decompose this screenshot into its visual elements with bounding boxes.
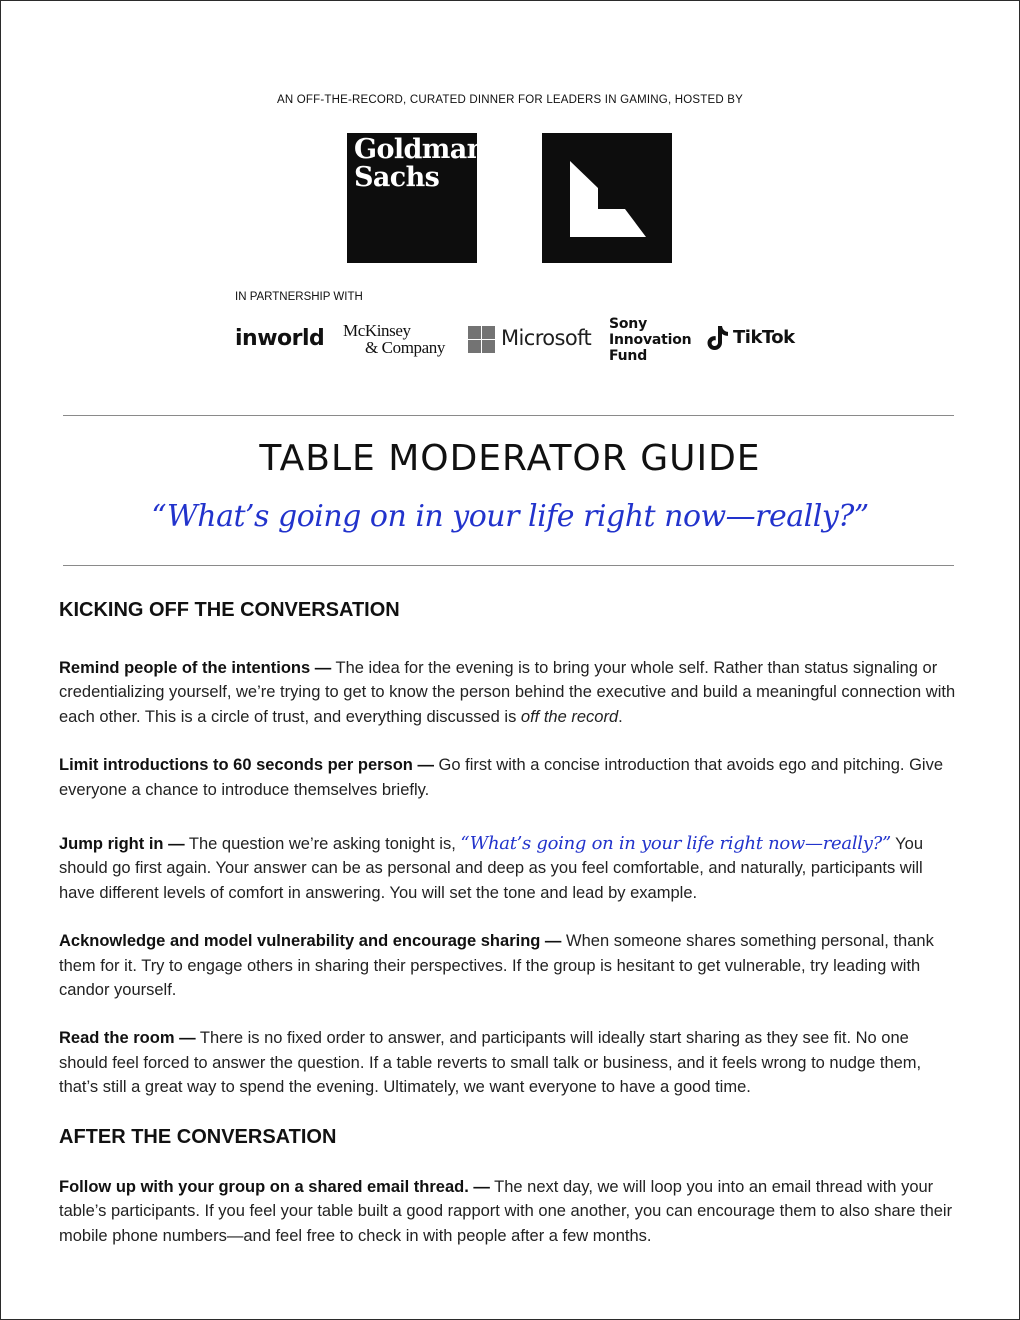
item-body: The next day, we will loop you into an email thread with your table’s participants. If you feel your table built a good rapport with one another, you can encourage them to also share their mobile phone numbers—and feel free to check in with people after a few months.: [59, 1177, 953, 1245]
item-end: You should go first again. Your answer can be as personal and deep as you feel comfortable, and naturally, participants will have different levels of comfort in answering. You will set the tone and lead by example.: [59, 835, 924, 902]
item-body: When someone shares something personal, thank them for it. Try to engage others in sharing their perspectives. If the group is hesitant to get vulnerable, try leading with candor yourself.: [59, 932, 934, 1000]
l-mark-logo: [542, 133, 672, 263]
goldman-sachs-wordmark: [354, 136, 486, 192]
item-emphasis: off the record: [520, 707, 619, 726]
goldman-sachs-line1: Goldman: [354, 134, 486, 165]
hosted-by-label: AN OFF-THE-RECORD, CURATED DINNER FOR LEADERS IN GAMING, HOSTED BY: [277, 94, 743, 106]
item-body: There is no fixed order to answer, and participants will ideally start sharing as they see fit. No one should feel forced to answer the question. If a table reverts to small talk or business, and it feels wrong to nudge them, that’s still a great way to spend the evening. Ultimately, we want everyone to have a good time.: [59, 1029, 922, 1097]
guide-item-follow-up: [59, 1175, 959, 1248]
microsoft-wordmark: Microsoft: [501, 326, 592, 350]
page-title: TABLE MODERATOR GUIDE: [259, 438, 761, 479]
mckinsey-logo: [343, 322, 459, 356]
item-body: Go first with a concise introduction that avoids ego and pitching. Give everyone a chance to introduce themselves briefly.: [59, 756, 943, 799]
item-lead: Jump right in —: [59, 835, 185, 854]
guide-item-jump-in: [59, 832, 959, 905]
divider-top: [63, 415, 954, 416]
item-lead: Remind people of the intentions —: [59, 659, 332, 677]
sony-line2: Innovation: [609, 332, 692, 348]
item-lead: Follow up with your group on a shared email thread. —: [59, 1177, 490, 1196]
guide-quote: “What’s going on in your life right now—really?”: [151, 499, 869, 534]
guide-content: [59, 599, 959, 1248]
guide-item-read-room: [59, 1026, 959, 1099]
mckinsey-line2: & Company: [365, 338, 445, 357]
guide-item-vulnerability: [59, 929, 959, 1002]
item-body: The idea for the evening is to bring your whole self. Rather than status signaling or credentializing yourself, we’re trying to get to know the person behind the executive and build a meaningful connection with each other. This is a circle of trust, and everything discussed is: [59, 659, 956, 726]
sony-innovation-fund-logo: [609, 316, 691, 364]
sony-line3: Fund: [609, 348, 648, 364]
partner-logos: [235, 316, 805, 364]
mckinsey-line1: McKinsey: [343, 321, 411, 340]
goldman-sachs-line2: Sachs: [354, 162, 440, 193]
inworld-logo: inworld: [235, 326, 325, 351]
item-lead: Limit introductions to 60 seconds per person —: [59, 756, 434, 775]
inline-quote: “What’s going on in your life right now—really?”: [460, 833, 891, 855]
section-heading-after: AFTER THE CONVERSATION: [59, 1125, 337, 1148]
item-lead: Acknowledge and model vulnerability and encourage sharing —: [59, 932, 562, 951]
l-mark-icon: [542, 133, 672, 263]
partnership-label: IN PARTNERSHIP WITH: [235, 291, 363, 303]
goldman-sachs-logo: [347, 133, 486, 263]
item-body: The question we’re asking tonight is,: [184, 835, 461, 854]
microsoft-grid-icon: [468, 326, 495, 353]
sony-line1: Sony: [609, 316, 647, 332]
section-heading-kickoff: KICKING OFF THE CONVERSATION: [59, 599, 400, 621]
divider-bottom: [63, 565, 954, 566]
guide-item-intentions: [59, 656, 959, 729]
item-end: .: [618, 707, 623, 726]
tiktok-wordmark: TikTok: [733, 327, 795, 348]
tiktok-note-icon: [705, 324, 731, 352]
guide-item-introductions: [59, 753, 959, 802]
item-lead: Read the room —: [59, 1029, 196, 1048]
